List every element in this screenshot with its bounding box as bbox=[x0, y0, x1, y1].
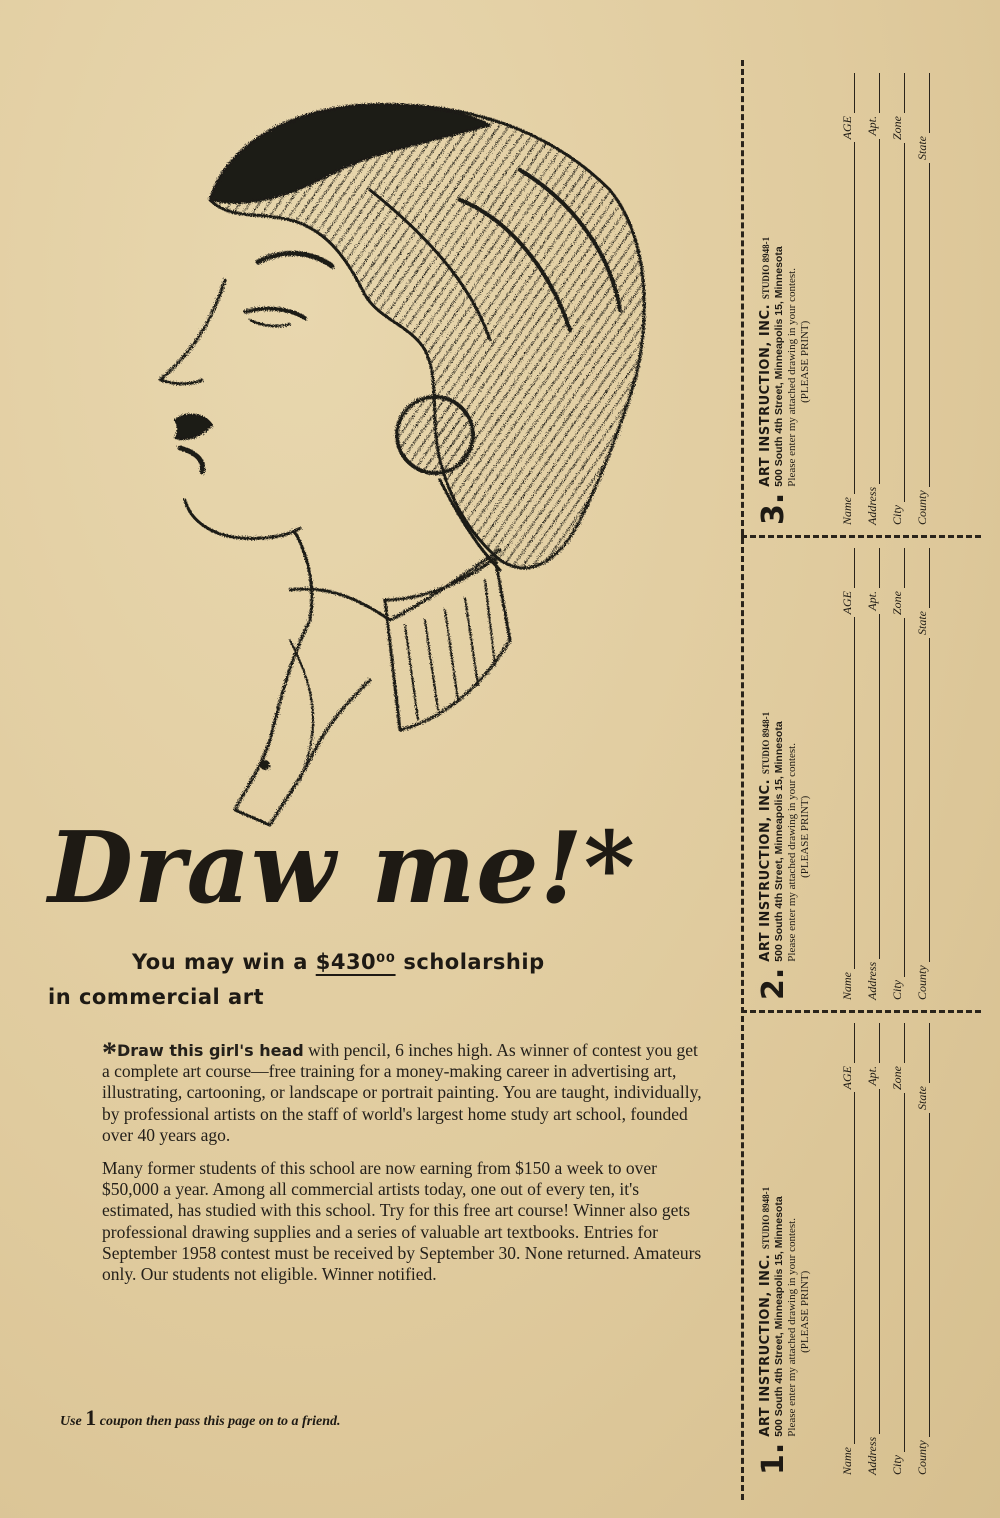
coupon-address-row[interactable] bbox=[855, 70, 880, 525]
zone-label: Zone bbox=[890, 116, 904, 140]
state-label: State bbox=[915, 611, 929, 635]
coupon-title: ART INSTRUCTION, INC. bbox=[758, 303, 773, 487]
county-field[interactable] bbox=[915, 1113, 930, 1437]
coupon-title: ART INSTRUCTION, INC. bbox=[758, 1253, 773, 1437]
apt-label: Apt. bbox=[865, 591, 879, 611]
coupon-number: 2. bbox=[756, 967, 791, 1000]
county-field[interactable] bbox=[915, 163, 930, 487]
county-label: County bbox=[915, 490, 929, 525]
city-field[interactable] bbox=[890, 1093, 905, 1452]
lead-bold-text: Draw this girl's head bbox=[117, 1041, 304, 1060]
coupon-studio: STUDIO 8948-1 bbox=[761, 711, 771, 775]
name-field[interactable] bbox=[840, 617, 855, 969]
body-paragraph-1-text: with pencil, 6 inches high. As winner of contest you get a complete art course—free training for a money-making career in advertising art, illustrating, cartooning, or landscape or portrait painting. You are taught, individually, by professional artists on the staff of world's largest home study art school, founded over 40 years ago. bbox=[102, 1040, 702, 1145]
state-field[interactable] bbox=[915, 73, 930, 133]
coupon-please-print: (PLEASE PRINT) bbox=[799, 795, 811, 878]
coupon-2[interactable] bbox=[753, 545, 978, 1000]
subhead-scholarship bbox=[132, 950, 732, 974]
coupon-number: 3. bbox=[756, 492, 791, 525]
footnote bbox=[60, 1405, 341, 1431]
age-label: AGE bbox=[840, 591, 854, 615]
subhead-commercial-art: in commercial art bbox=[48, 985, 265, 1009]
name-label: Name bbox=[840, 497, 854, 525]
coupon-address: 500 South 4th Street, Minneapolis 15, Minnesota bbox=[773, 246, 785, 487]
coupon-instruction: Please enter my attached drawing in your contest. bbox=[786, 743, 798, 962]
footnote-number: 1 bbox=[85, 1405, 97, 1430]
name-label: Name bbox=[840, 1447, 854, 1475]
zone-field[interactable] bbox=[890, 73, 905, 113]
age-label: AGE bbox=[840, 1066, 854, 1090]
county-field[interactable] bbox=[915, 638, 930, 962]
address-field[interactable] bbox=[865, 614, 880, 959]
zone-label: Zone bbox=[890, 591, 904, 615]
city-label: City bbox=[890, 505, 904, 525]
body-copy bbox=[102, 1036, 702, 1297]
zone-field[interactable] bbox=[890, 548, 905, 588]
apt-field[interactable] bbox=[865, 548, 880, 588]
coupon-address: 500 South 4th Street, Minneapolis 15, Minnesota bbox=[773, 721, 785, 962]
coupon-address-row[interactable] bbox=[855, 1020, 880, 1475]
coupon-name-row[interactable] bbox=[830, 545, 855, 1000]
coupon-3[interactable] bbox=[753, 70, 978, 525]
coupon-cut-line-vertical bbox=[741, 60, 744, 1500]
city-label: City bbox=[890, 1455, 904, 1475]
county-label: County bbox=[915, 965, 929, 1000]
state-label: State bbox=[915, 1086, 929, 1110]
age-field[interactable] bbox=[840, 73, 855, 113]
address-field[interactable] bbox=[865, 139, 880, 484]
state-label: State bbox=[915, 136, 929, 160]
girl-portrait-illustration bbox=[140, 80, 700, 840]
address-label: Address bbox=[865, 486, 879, 525]
subhead-suffix: scholarship bbox=[395, 950, 545, 974]
name-field[interactable] bbox=[840, 1092, 855, 1444]
coupon-county-row[interactable] bbox=[905, 545, 930, 1000]
coupon-county-row[interactable] bbox=[905, 1020, 930, 1475]
scholarship-amount: $430⁰⁰ bbox=[315, 950, 396, 974]
city-field[interactable] bbox=[890, 143, 905, 502]
name-field[interactable] bbox=[840, 142, 855, 494]
coupon-city-row[interactable] bbox=[880, 545, 905, 1000]
body-paragraph-1 bbox=[102, 1036, 702, 1146]
state-field[interactable] bbox=[915, 548, 930, 608]
apt-field[interactable] bbox=[865, 73, 880, 113]
coupon-number: 1. bbox=[756, 1442, 791, 1475]
coupon-address: 500 South 4th Street, Minneapolis 15, Minnesota bbox=[773, 1196, 785, 1437]
body-paragraph-2: Many former students of this school are now earning from $150 a week to over $50,000 a year. Among all commercial artists today, one out of every ten, it's estimated, has studied with this school. Try for this free art course! Winner also gets professional drawing supplies and a series of valuable art textbooks. Entries for September 1958 contest must be received by September 30. None returned. Amateurs only. Our students not eligible. Winner notified. bbox=[102, 1158, 702, 1285]
coupon-county-row[interactable] bbox=[905, 70, 930, 525]
coupon-name-row[interactable] bbox=[830, 70, 855, 525]
coupon-cut-line bbox=[741, 535, 981, 538]
zone-label: Zone bbox=[890, 1066, 904, 1090]
apt-field[interactable] bbox=[865, 1023, 880, 1063]
coupon-city-row[interactable] bbox=[880, 1020, 905, 1475]
subhead-prefix: You may win a bbox=[132, 950, 316, 974]
coupon-instruction: Please enter my attached drawing in your contest. bbox=[786, 1218, 798, 1437]
headline: Draw me!* bbox=[48, 811, 636, 926]
coupon-studio: STUDIO 8948-1 bbox=[761, 236, 771, 300]
address-label: Address bbox=[865, 1436, 879, 1475]
footnote-prefix: Use bbox=[60, 1414, 86, 1429]
address-field[interactable] bbox=[865, 1089, 880, 1434]
age-label: AGE bbox=[840, 116, 854, 140]
coupon-address-row[interactable] bbox=[855, 545, 880, 1000]
city-field[interactable] bbox=[890, 618, 905, 977]
coupon-1[interactable] bbox=[753, 1020, 978, 1475]
apt-label: Apt. bbox=[865, 116, 879, 136]
name-label: Name bbox=[840, 972, 854, 1000]
age-field[interactable] bbox=[840, 1023, 855, 1063]
coupon-instruction: Please enter my attached drawing in your contest. bbox=[786, 268, 798, 487]
coupon-please-print: (PLEASE PRINT) bbox=[799, 1270, 811, 1353]
address-label: Address bbox=[865, 961, 879, 1000]
lead-asterisk: * bbox=[102, 1036, 117, 1069]
age-field[interactable] bbox=[840, 548, 855, 588]
coupon-cut-line bbox=[741, 1010, 981, 1013]
coupon-title: ART INSTRUCTION, INC. bbox=[758, 778, 773, 962]
state-field[interactable] bbox=[915, 1023, 930, 1083]
zone-field[interactable] bbox=[890, 1023, 905, 1063]
coupon-strip bbox=[733, 60, 985, 1500]
apt-label: Apt. bbox=[865, 1066, 879, 1086]
coupon-name-row[interactable] bbox=[830, 1020, 855, 1475]
footnote-suffix: coupon then pass this page on to a friend. bbox=[96, 1414, 341, 1429]
city-label: City bbox=[890, 980, 904, 1000]
coupon-studio: STUDIO 8948-1 bbox=[761, 1186, 771, 1250]
county-label: County bbox=[915, 1440, 929, 1475]
coupon-please-print: (PLEASE PRINT) bbox=[799, 320, 811, 403]
coupon-city-row[interactable] bbox=[880, 70, 905, 525]
